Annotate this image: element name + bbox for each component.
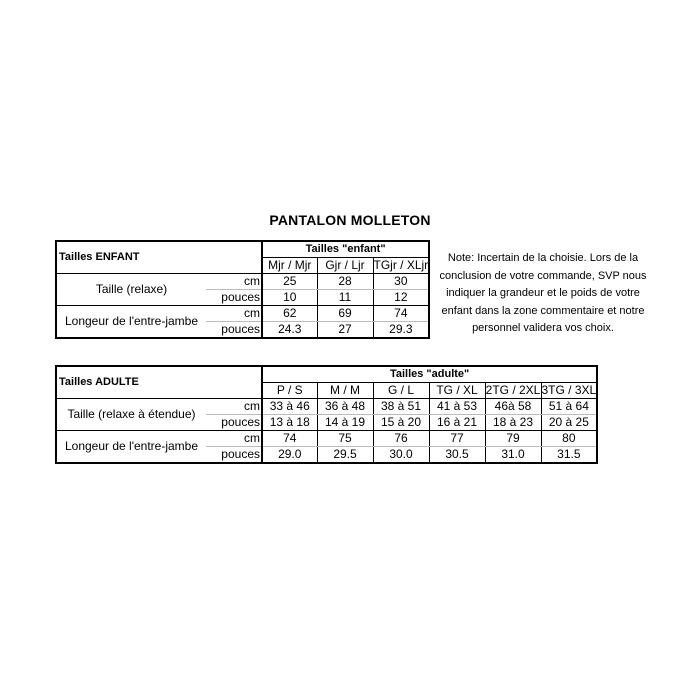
table-cell: 25 [262, 274, 317, 290]
adult-size-header: G / L [373, 383, 429, 399]
table-cell: 36 à 48 [317, 399, 373, 415]
table-cell: 31.5 [541, 447, 597, 464]
adult-row-label: Longeur de l'entre-jambe [56, 431, 206, 464]
adult-size-group-header: Tailles "adulte" [262, 366, 597, 383]
unit-pouces: pouces [206, 447, 262, 464]
adult-size-table [55, 365, 598, 464]
table-cell: 14 à 19 [317, 415, 373, 431]
kids-size-table [55, 240, 430, 339]
table-cell: 18 à 23 [485, 415, 541, 431]
adult-size-header: 3TG / 3XL [541, 383, 597, 397]
table-cell: 38 à 51 [373, 399, 429, 415]
table-cell: 24.3 [262, 322, 317, 339]
kids-table-heading: Tailles ENFANT [56, 241, 262, 274]
table-cell: 29.0 [262, 447, 317, 464]
adult-size-header: P / S [262, 383, 317, 399]
table-cell: 77 [429, 431, 485, 447]
adult-size-header: TG / XL [429, 383, 485, 399]
unit-pouces: pouces [206, 415, 262, 431]
table-cell: 75 [317, 431, 373, 447]
table-cell: 27 [317, 322, 373, 339]
table-cell: 30.0 [373, 447, 429, 464]
adult-table-heading: Tailles ADULTE [56, 366, 262, 399]
unit-cm: cm [206, 274, 262, 290]
kids-size-group-header: Tailles "enfant" [262, 241, 429, 258]
unit-pouces: pouces [206, 322, 262, 339]
unit-cm: cm [206, 306, 262, 322]
table-cell: 62 [262, 306, 317, 322]
table-cell: 30 [373, 274, 429, 290]
table-cell: 51 à 64 [541, 399, 597, 415]
table-cell: 16 à 21 [429, 415, 485, 431]
table-cell: 80 [541, 431, 597, 447]
unit-cm: cm [206, 431, 262, 447]
table-cell: 29.5 [317, 447, 373, 464]
table-cell: 74 [262, 431, 317, 447]
table-cell: 74 [373, 306, 429, 322]
table-cell: 20 à 25 [541, 415, 597, 431]
adult-size-header: 2TG / 2XL [485, 383, 541, 397]
table-cell: 33 à 46 [262, 399, 317, 415]
table-cell: 69 [317, 306, 373, 322]
table-cell: 12 [373, 290, 429, 306]
table-cell: 10 [262, 290, 317, 306]
table-cell: 31.0 [485, 447, 541, 464]
kids-size-header: Gjr / Ljr [317, 258, 373, 274]
kids-row-label: Taille (relaxe) [56, 274, 206, 306]
unit-pouces: pouces [206, 290, 262, 306]
table-cell: 29.3 [373, 322, 429, 339]
unit-cm: cm [206, 399, 262, 415]
adult-size-header: M / M [317, 383, 373, 399]
table-cell: 79 [485, 431, 541, 447]
table-cell: 30.5 [429, 447, 485, 464]
table-cell: 76 [373, 431, 429, 447]
kids-row-label: Longeur de l'entre-jambe [56, 306, 206, 339]
table-cell: 11 [317, 290, 373, 306]
page-title: PANTALON MOLLETON [269, 212, 431, 228]
table-cell: 28 [317, 274, 373, 290]
kids-size-header: TGjr / XLjr [373, 258, 429, 272]
table-cell: 41 à 53 [429, 399, 485, 415]
adult-row-label: Taille (relaxe à étendue) [56, 399, 206, 431]
kids-size-header: Mjr / Mjr [262, 258, 317, 274]
table-cell: 46à 58 [485, 399, 541, 415]
table-cell: 15 à 20 [373, 415, 429, 431]
sizing-note: Note: Incertain de la choisie. Lors de la conclusion de votre commande, SVP nous indiquer la grandeur et le poids de votre enfant dans la zone commentaire et notre personnel validera vos choix. [439, 252, 647, 334]
table-cell: 13 à 18 [262, 415, 317, 431]
